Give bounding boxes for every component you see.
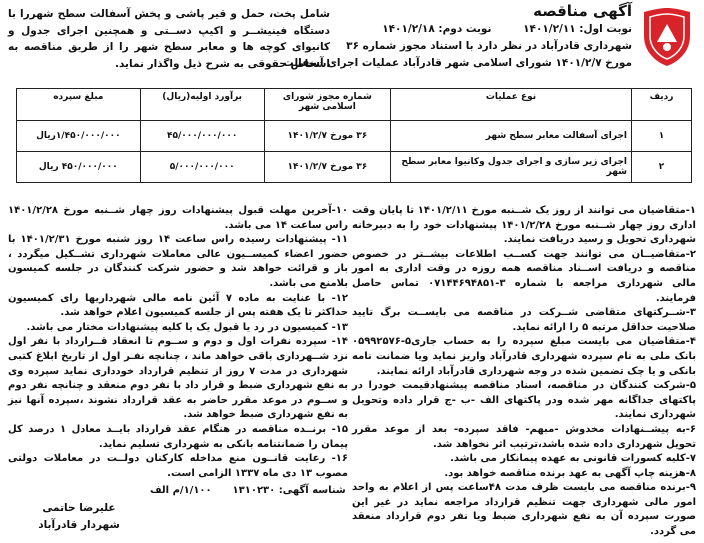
term-item: ۱-متقاضیان می توانند از روز یک شــنبه مورخ ۱۴۰۱/۲/۱۱ تا پایان وقت اداری روز چهار شــنبه مورخ ۱۴۰۱/۲/۲۸ پیشنهادات خود را به دبیرخانه شهرداری تحویل و رسید دریافت نمایند.: [352, 205, 697, 246]
term-item: ۱۵- برنــده مناقصه در هنگام عقد قرارداد بایــد معادل ۱ درصد کل پیمان را ضمانتنامه بانکی به شهرداری تسلیم نماید.: [8, 423, 348, 450]
row-idx: ۱: [632, 121, 692, 152]
term-item: ۱۴- سپرده نفرات اول و دوم و ســوم تا انعقاد قــرارداد با نفر اول نزد شــهرداری باقی خواهد ماند ، چنانچه نفـر اول از تاریخ ابلاغ کتبی شهرداری در مدت ۷ روز از تنظیم قرارداد خودداری نماید سپرده وی به نفع شهرداری ضبط و قرار داد با نفر دوم منعقد و چنانچه نفر دوم و ســوم در موعد مقرر حاضر به عقد قرارداد نشوند ،سپرده آنها نیز به نفع شهرداری ضبط خواهد شد.: [8, 336, 348, 421]
signature-block: [14, 500, 144, 534]
term-item: ۹-برنده مناقصه می بایست ظرف مدت ۴۸ساعت پس از اعلام به واحد امور مالی شهرداری جهت تنظیم قرارداد مراجعه نماید در غیر این صورت سپرده آن به نفع شهرداری ضبط ویا نفر دوم قرارداد منعقد می گردد.: [352, 482, 696, 538]
terms-right-column: [352, 204, 696, 540]
row-deposit: ۴۵۰/۰۰۰/۰۰۰ ریال: [17, 152, 141, 183]
first-run-date: نوبت اول: ۱۴۰۱/۲/۱۱: [523, 23, 632, 35]
table-header-row: [17, 89, 692, 121]
row-license: ۳۶ مورخ ۱۴۰۱/۲/۷: [264, 121, 390, 152]
signer-title: شهردار قادرآباد: [38, 519, 120, 531]
signer-name: علیرضا حاتمی: [42, 502, 116, 514]
notice-title: آگهی مناقصه: [533, 2, 632, 20]
intro-line: شهرداری قادرآباد در نظر دارد با استناد مجوز شماره ۳۶: [346, 40, 632, 52]
col-header-type: نوع عملیات: [391, 89, 632, 121]
term-item: ۱۶- رعایت قانــون منع مداخله کارکنان دولــت در معاملات دولتی مصوب ۱۳ دی ماه ۱۳۳۷ الزامی است.: [8, 453, 348, 479]
intro-line-2: مورخ ۱۴۰۱/۲/۷ شورای اسلامی شهر قادرآباد عملیات اجرای آسفالت: [283, 57, 632, 69]
ad-ref: ۱/۱۰۰/م الف: [150, 485, 212, 496]
row-type: اجرای آسفالت معابر سطح شهر: [391, 121, 632, 152]
col-header-idx: ردیف: [632, 89, 692, 121]
publication-dates: [382, 23, 632, 35]
term-item: ۴-متقاضیان می بایست مبلغ سپرده را به حساب جاری۵-۰۵۹۹۲۵۷۶ بانک ملی به نام سپرده شهرداری قادرآباد واریز نماید ویا ضمانت نامه بانکی و یا چک تضمین شده در وجه شهرداری قادرآباد ارائه نمایند.: [352, 336, 696, 377]
row-license: ۳۶ مورخ ۱۴۰۱/۲/۷: [264, 152, 390, 183]
col-header-deposit: مبلغ سپرده: [17, 89, 141, 121]
col-header-license: شماره مجوز شورای اسلامی شهر: [264, 89, 390, 121]
row-idx: ۲: [632, 152, 692, 183]
term-item: ۶-به پیشــنهادات مخدوش -مبهم- فاقد سپرده- بعد از موعد مقرر تحویل شهرداری داده شده باشد،ترتیب اثر نخواهد شد.: [352, 423, 696, 450]
term-item: ۷-کلیه کسورات قانونی به عهده پیمانکار می باشد.: [450, 453, 696, 465]
term-item: ۱۱- پیشنهادات رسیده راس ساعت ۱۴ روز شنبه مورخ ۱۴۰۱/۲/۳۱ با حضور اعضاء کمیســیون عالی معاملات شهرداری تشــکیل میگردد ، باز و قرائت خواهد شد و حضور شرکت کنندگان در جلسه کمیسون بلامنع می باشد.: [8, 234, 348, 289]
term-item: ۱۰-آخرین مهلت قبول پیشنهادات روز چهار شــنبه مورخ ۱۴۰۱/۲/۲۸ راس ساعت ۱۴ می باشد.: [8, 205, 348, 231]
second-run-date: نوبت دوم: ۱۴۰۱/۲/۱۸: [382, 23, 492, 35]
row-deposit: ۱/۴۵۰/۰۰۰/۰۰۰ریال: [17, 121, 141, 152]
row-estimate: ۴۵/۰۰۰/۰۰۰/۰۰۰: [140, 121, 264, 152]
term-item: ۱۳- کمیسیون در رد یا قبول یک یا کلیه پیشنهادات مختار می باشد.: [26, 321, 348, 333]
term-item: ۸-هزینه چاپ آگهی به عهد برنده مناقصه خواهد بود.: [444, 467, 696, 479]
row-estimate: ۵/۰۰۰/۰۰۰/۰۰۰: [140, 152, 264, 183]
intro-continuation: شامل پخت، حمل و قیر پاشی و پخش آسفالت سطح شهررا با دستگاه فینیشــر و اکیپ دســتی و همچنین اجرای جدول و کانیوای کوچه ها و معابر سطح شهر را از طریق مناقصه به اشخاص حقوقی به شرح ذیل واگذار نماید.: [8, 8, 330, 70]
term-item: ۲-متقاضیــان می توانند جهت کســب اطلاعات بیشــتر در خصوص مناقصه و دریافت اســناد مناقصه همه روزه در وقت اداری به امور مالی شهرداری مراجعه با شماره ۳-۰۷۱۴۴۶۹۴۸۵۱ تماس حاصل فرمایند.: [352, 248, 696, 304]
row-type: اجرای زیر سازی و اجرای جدول وکانیوا معابر سطح شهر: [391, 152, 632, 183]
operations-table: [16, 88, 692, 183]
terms-left-column: [8, 204, 348, 481]
term-item: ۱۲- با عنایت به ماده ۷ آئین نامه مالی شهرداریها رای کمیسیون حداکثر تا یک هفته پس از جلسه کمیسیون اعلام خواهد شد.: [8, 292, 348, 319]
term-item: ۳-شــرکتهای متقاضی شــرکت در مناقصه می بایســت برگ تایید صلاحیت حداقل مرتبه ۵ را ارائه نماید.: [352, 307, 696, 333]
table-row: [17, 121, 692, 152]
municipality-emblem-icon: [640, 6, 694, 68]
term-item: ۵-شرکت کنندگان در مناقصه، اسناد مناقصه پیشنهادقیمت خودرا در پاکتهای جداگانه مهر شده ودر پاکتهای الف -ب -ج قرار داده وتحویل شهرداری نمایند.: [352, 380, 696, 421]
ad-id: شناسه آگهی: ۱۳۱۰۲۳۰: [232, 485, 346, 496]
ad-identifier: [150, 485, 346, 496]
table-row: [17, 152, 692, 183]
col-header-estimate: برآورد اولیه(ریال): [140, 89, 264, 121]
